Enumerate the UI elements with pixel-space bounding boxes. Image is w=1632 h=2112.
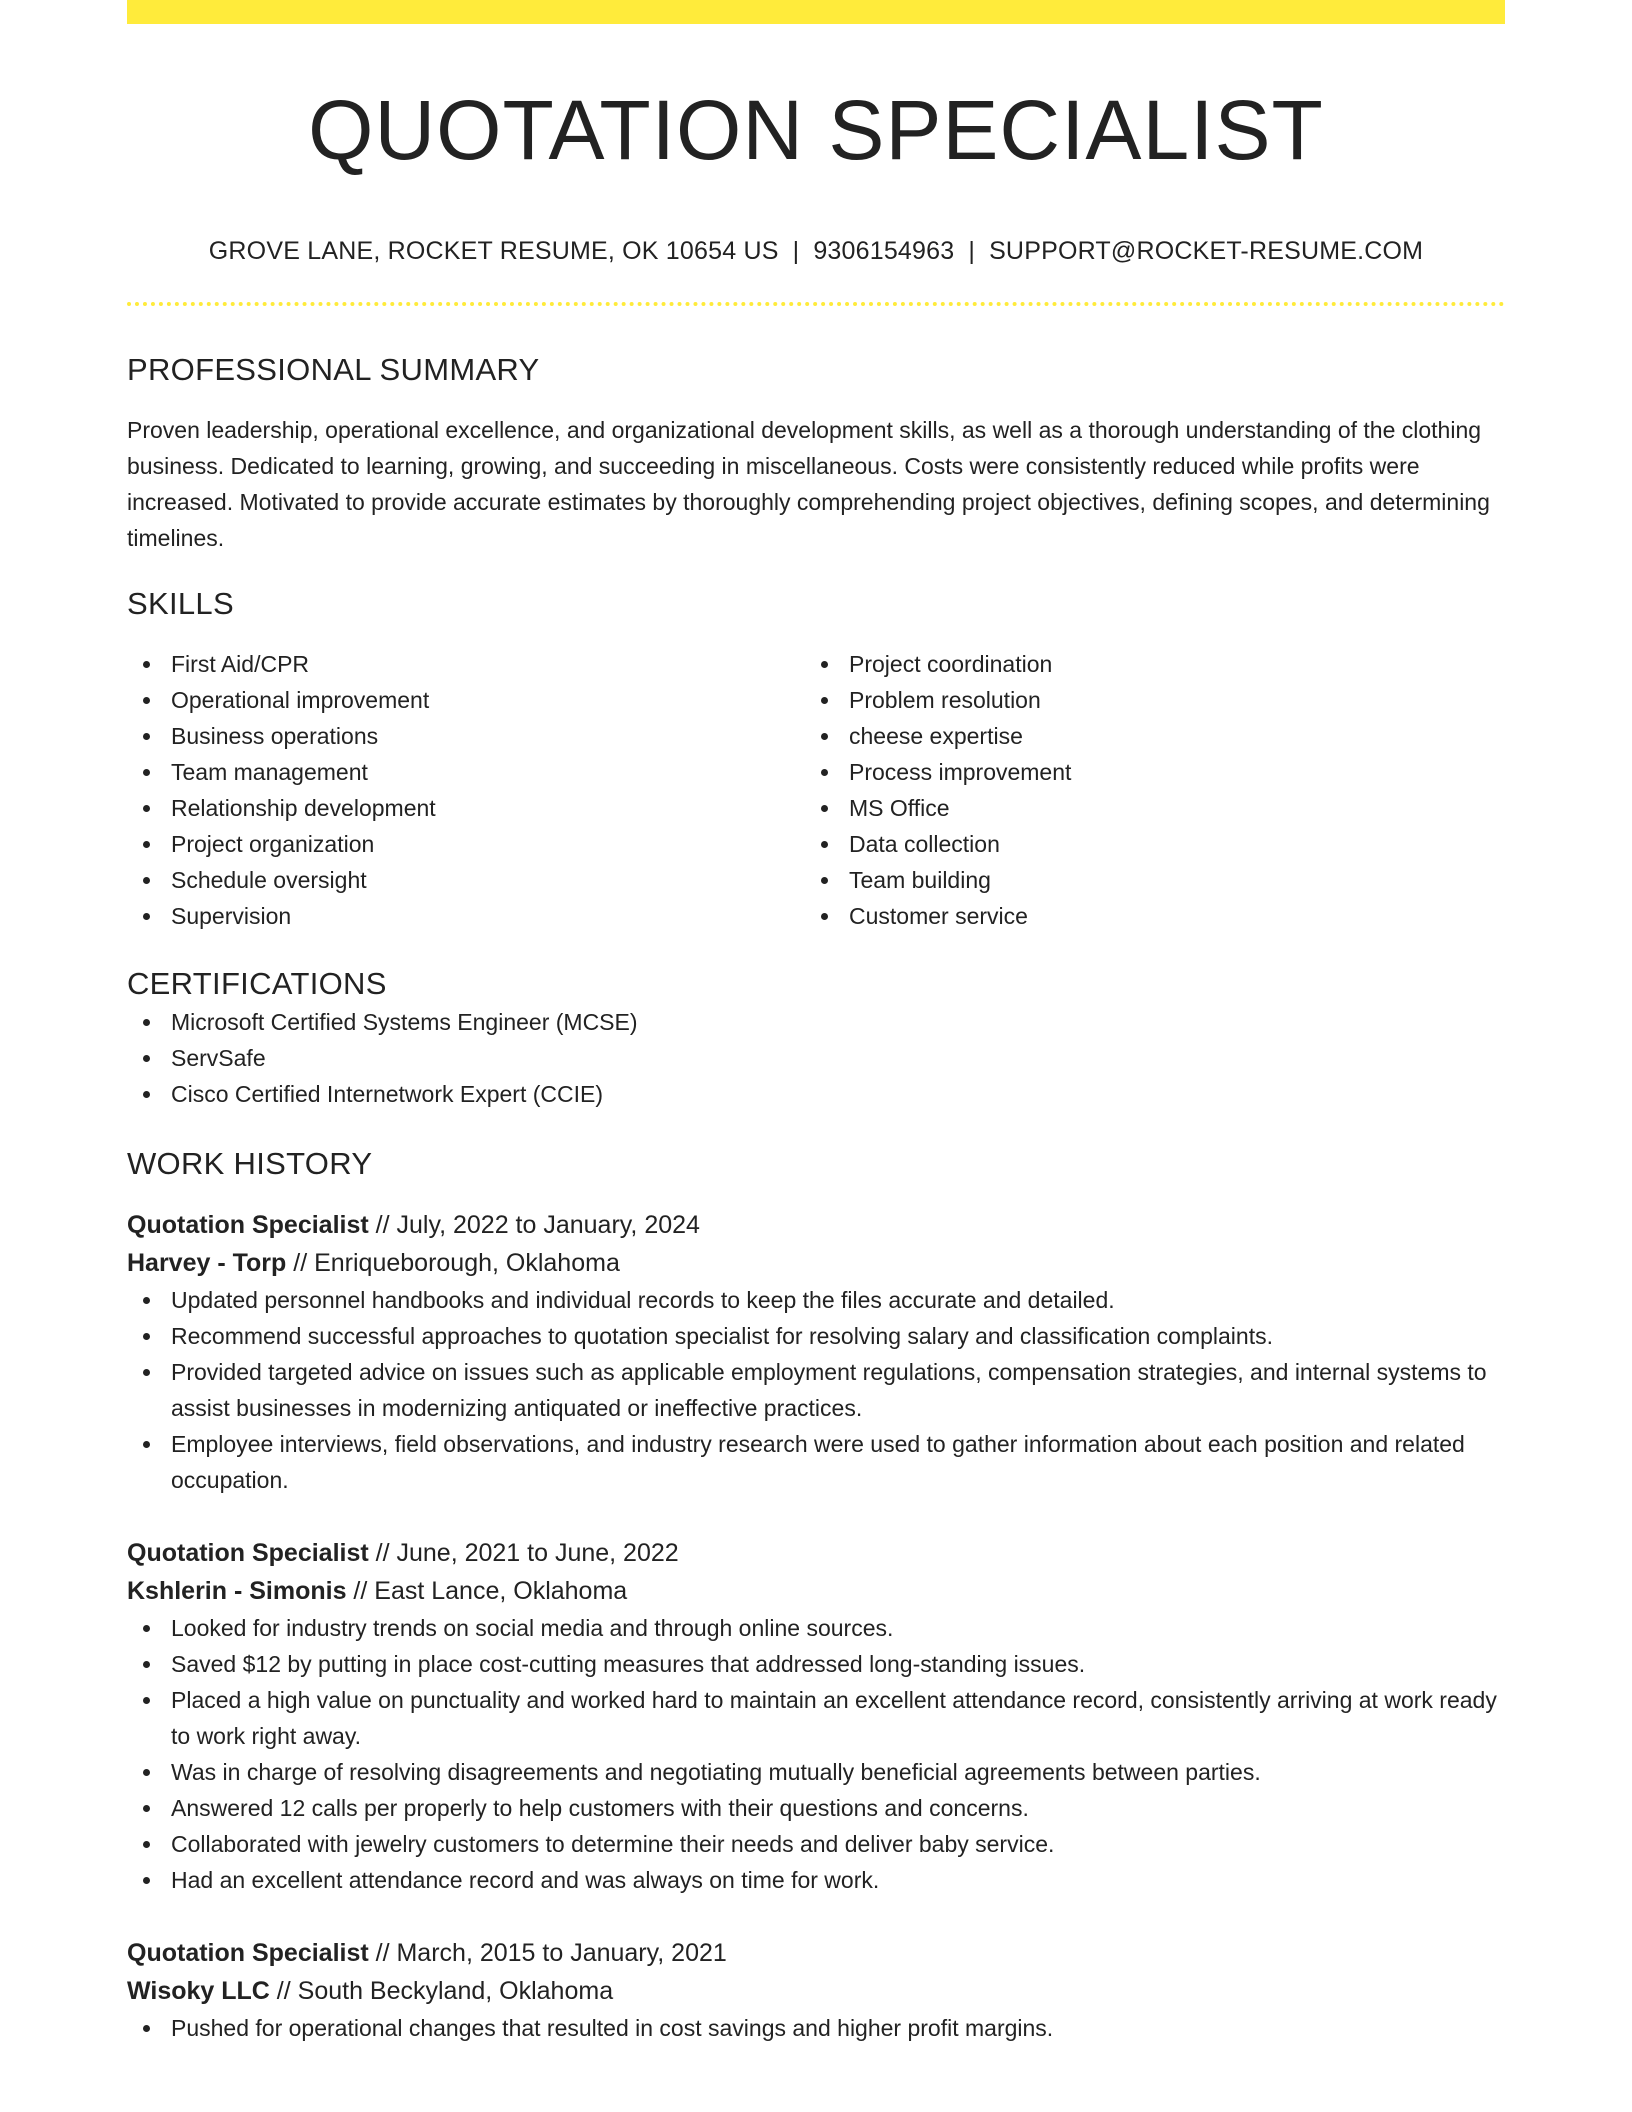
skill-item: Team management [127,754,805,790]
job-role: Quotation Specialist [127,1539,369,1567]
resume-content [127,0,1505,2046]
certification-item: ServSafe [127,1040,1505,1076]
summary-heading: PROFESSIONAL SUMMARY [127,352,540,387]
contact-separator: | [792,237,800,265]
job-bullet: Looked for industry trends on social media and through online sources. [127,1610,1505,1646]
contact-email: SUPPORT@ROCKET-RESUME.COM [989,237,1424,265]
skill-item: Process improvement [805,754,1483,790]
job-entry [127,1934,1505,2046]
job-entry [127,1206,1505,1498]
job-company-line [127,1572,1505,1610]
job-bullet: Saved $12 by putting in place cost-cutting measures that addressed long-standing issues. [127,1646,1505,1682]
contact-address: GROVE LANE, ROCKET RESUME, OK 10654 US [208,237,779,265]
job-title-line [127,1206,1505,1244]
skills-left-column [127,646,805,934]
job-title-line [127,1534,1505,1572]
header-divider [127,302,1505,306]
job-location: // East Lance, Oklahoma [346,1577,628,1605]
skills-right-column [805,646,1483,934]
job-bullet: Employee interviews, field observations, and industry research were used to gather information about each position and related occupation. [127,1426,1505,1498]
job-location: // Enriqueborough, Oklahoma [286,1249,620,1277]
job-bullet: Answered 12 calls per properly to help customers with their questions and concerns. [127,1790,1505,1826]
skill-item: Operational improvement [127,682,805,718]
job-dates: // June, 2021 to June, 2022 [368,1539,679,1567]
certification-item: Cisco Certified Internetwork Expert (CCIE) [127,1076,1505,1112]
job-bullet: Recommend successful approaches to quotation specialist for resolving salary and classification complaints. [127,1318,1505,1354]
work-history-heading: WORK HISTORY [127,1146,373,1181]
job-role: Quotation Specialist [127,1939,369,1967]
skill-item: Team building [805,862,1483,898]
summary-text: Proven leadership, operational excellence, and organizational development skills, as well as a thorough understanding of the clothing business. Dedicated to learning, growing, and succeeding in miscellaneous. Costs were consistently reduced while profits were increased. Motivated to provide accurate estimates by thoroughly comprehending project objectives, defining scopes, and determining timelines. [127,417,1490,551]
job-bullet-list [127,1282,1505,1498]
job-title-line [127,1934,1505,1972]
skill-item: Project coordination [805,646,1483,682]
skill-item: MS Office [805,790,1483,826]
skill-item: Problem resolution [805,682,1483,718]
certification-item: Microsoft Certified Systems Engineer (MCSE) [127,1004,1505,1040]
job-bullet: Placed a high value on punctuality and worked hard to maintain an excellent attendance record, consistently arriving at work ready to work right away. [127,1682,1505,1754]
contact-line [127,236,1505,266]
job-role: Quotation Specialist [127,1211,369,1239]
job-company: Kshlerin - Simonis [127,1577,347,1605]
skill-item: Data collection [805,826,1483,862]
skill-item: Schedule oversight [127,862,805,898]
job-company: Harvey - Torp [127,1249,287,1277]
skill-item: Customer service [805,898,1483,934]
job-entry [127,1534,1505,1898]
skill-item: Business operations [127,718,805,754]
job-dates: // July, 2022 to January, 2024 [368,1211,700,1239]
job-location: // South Beckyland, Oklahoma [269,1977,614,2005]
candidate-name: QUOTATION SPECIALIST [308,83,1324,177]
contact-separator: | [968,237,976,265]
job-bullet-list [127,2010,1505,2046]
job-bullet-list [127,1610,1505,1898]
certifications-list [127,1004,1505,1112]
job-bullet: Updated personnel handbooks and individual records to keep the files accurate and detailed. [127,1282,1505,1318]
job-dates: // March, 2015 to January, 2021 [368,1939,727,1967]
job-bullet: Had an excellent attendance record and was always on time for work. [127,1862,1505,1898]
job-company-line [127,1244,1505,1282]
skills-grid [127,646,1505,934]
job-bullet: Provided targeted advice on issues such as applicable employment regulations, compensation strategies, and internal systems to assist businesses in modernizing antiquated or ineffective practices. [127,1354,1505,1426]
job-bullet: Collaborated with jewelry customers to determine their needs and deliver baby service. [127,1826,1505,1862]
skills-heading: SKILLS [127,586,234,621]
skill-item: cheese expertise [805,718,1483,754]
job-bullet: Pushed for operational changes that resulted in cost savings and higher profit margins. [127,2010,1505,2046]
skill-item: Relationship development [127,790,805,826]
job-company-line [127,1972,1505,2010]
job-bullet: Was in charge of resolving disagreements and negotiating mutually beneficial agreements between parties. [127,1754,1505,1790]
contact-phone: 9306154963 [813,237,955,265]
job-company: Wisoky LLC [127,1977,270,2005]
certifications-heading: CERTIFICATIONS [127,966,387,1001]
skill-item: First Aid/CPR [127,646,805,682]
skill-item: Project organization [127,826,805,862]
skill-item: Supervision [127,898,805,934]
